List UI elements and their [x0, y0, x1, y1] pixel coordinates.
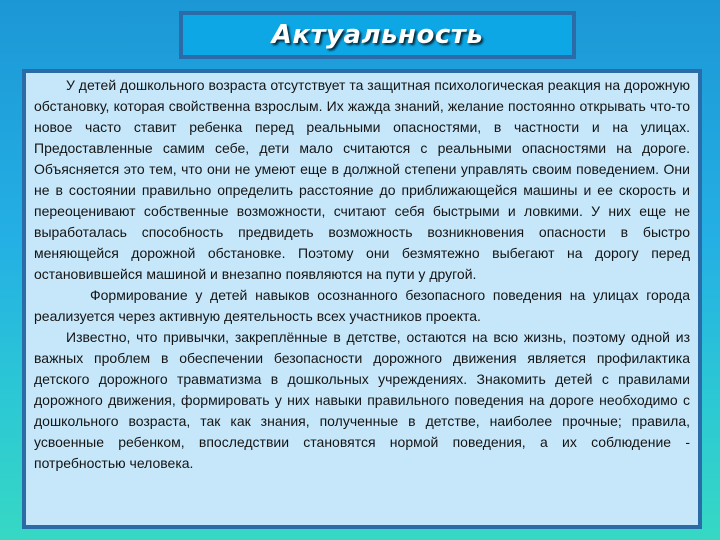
- paragraph-3: Известно, что привычки, закреплённые в детстве, остаются на всю жизнь, поэтому одной из важных проблем в обеспечении безопасности дорожного движения является профилактика детского дорожного травматизма в дошкольных учреждениях. Знакомить детей с правилами дорожного движения, формировать у них навыки правильного поведения на дороге необходимо с дошкольного возраста, так как знания, полученные в детстве, наиболее прочные; правила, усвоенные ребенком, впоследствии становятся нормой поведения, а их соблюдение - потребностью человека.: [34, 329, 690, 471]
- paragraph-2: Формирование у детей навыков осознанного безопасного поведения на улицах города реализуется через активную деятельность всех участников проекта.: [34, 287, 690, 324]
- text-panel: [22, 69, 702, 529]
- slide-title: Актуальность: [271, 20, 484, 50]
- paragraph-1: У детей дошкольного возраста отсутствует та защитная психологическая реакция на дорожную обстановку, которая свойственна взрослым. Их жажда знаний, желание постоянно открывать что-то новое часто ставит ребенка перед реальными опасностями, в частности и на улицах. Предоставленные самим себе, дети мало считаются с реальными опасностями на дороге. Объясняется это тем, что они не умеют еще в должной степени управлять своим поведением. Они не в состоянии правильно определить расстояние до приближающейся машины и ее скорость и переоценивают собственные возможности, считают себя быстрыми и ловкими. У них еще не выработалась способность предвидеть возможность возникновения опасности в быстро меняющейся дорожной обстановке. Поэтому они безмятежно выбегают на дорогу перед остановившейся машиной и внезапно появляются на пути у другой.: [34, 77, 690, 282]
- title-banner: [179, 11, 576, 59]
